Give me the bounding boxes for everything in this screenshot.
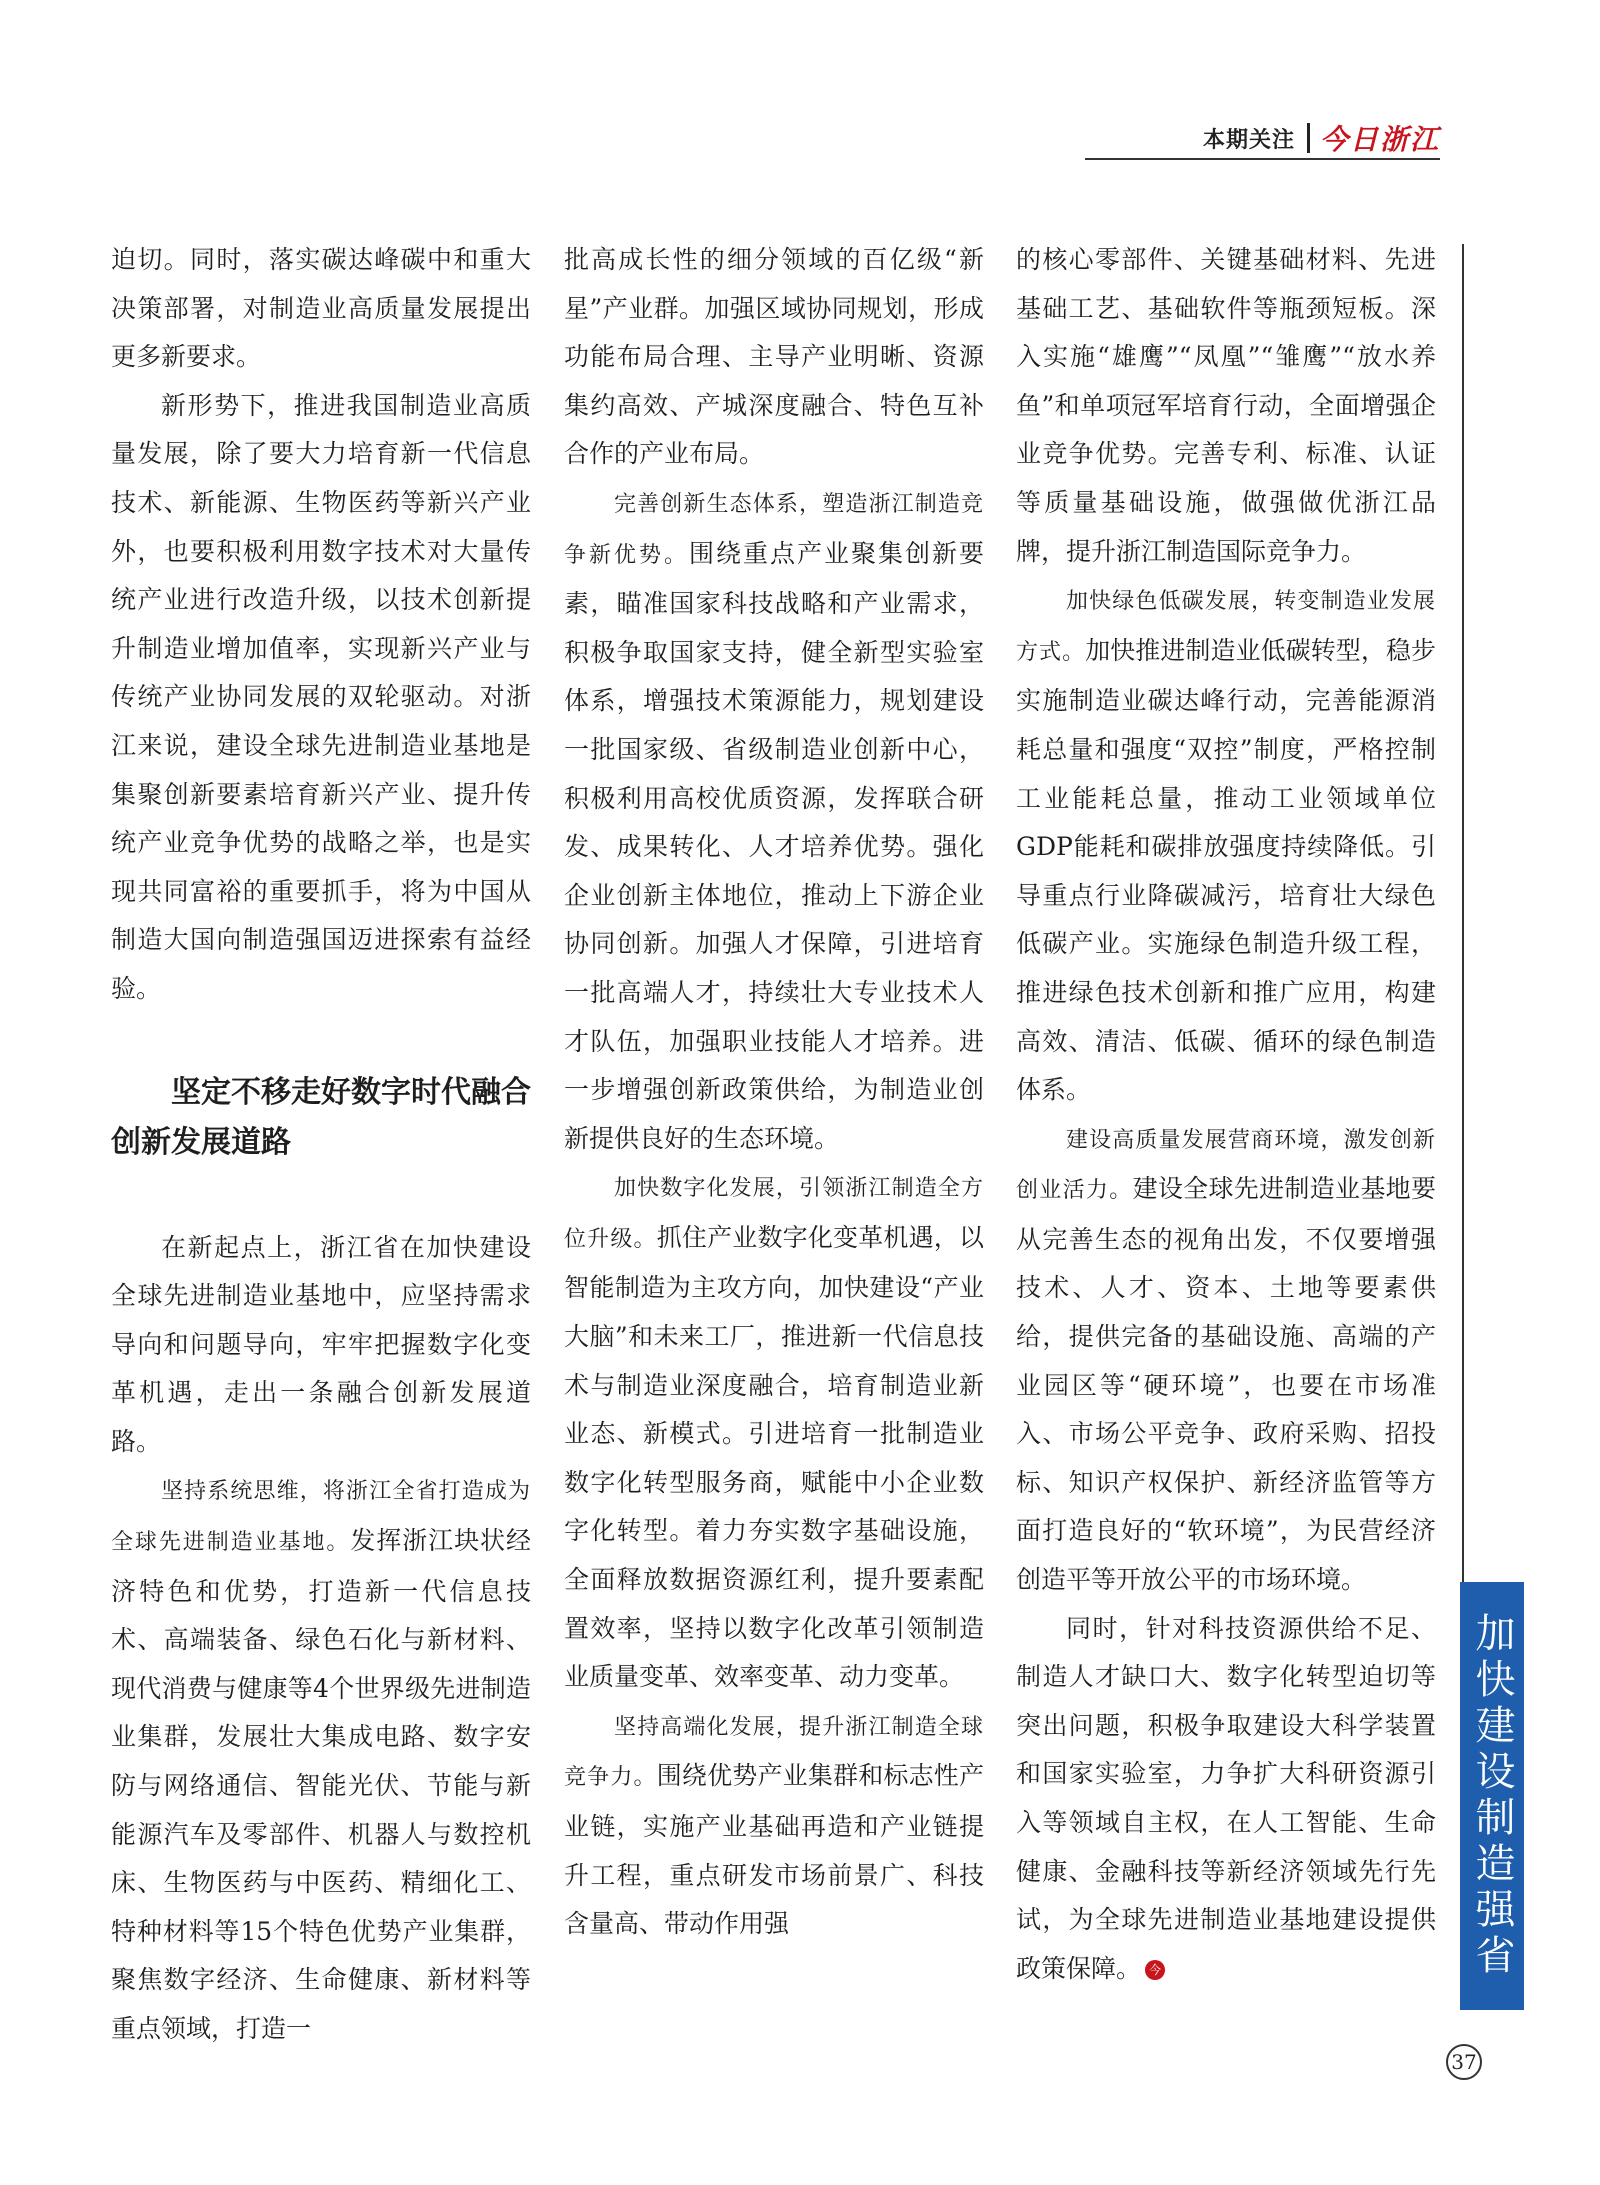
- page-header: [1203, 118, 1440, 158]
- header-rule: [1085, 158, 1440, 160]
- paragraph: [1016, 1605, 1436, 1994]
- header-separator: [1307, 123, 1310, 153]
- paragraph: [564, 1702, 984, 1949]
- paragraph-body: 加快推进制造业低碳转型，稳步实施制造业碳达峰行动，完善能源消耗总量和强度“双控”制度，严格控制工业能耗总量，推动工业领域单位GDP能耗和碳排放强度持续降低。引导重点行业降碳减污，培育壮大绿色低碳产业。实施绿色制造升级工程，推进绿色技术创新和推广应用，构建高效、清洁、低碳、循环的绿色制造体系。: [1016, 635, 1436, 1105]
- paragraph-body: 抓住产业数字化变革机遇，以智能制造为主攻方向，加快建设“产业大脑”和未来工厂，推进新一代信息技术与制造业深度融合，培育制造业新业态、新模式。引进培育一批制造业数字化转型服务商，赋能中小企业数字化转型。着力夯实数字基础设施，全面释放数据资源红利，提升要素配置效率，坚持以数字化改革引领制造业质量变革、效率变革、动力变革。: [564, 1222, 984, 1692]
- paragraph: 批高成长性的细分领域的百亿级“新星”产业群。加强区域协同规划，形成功能布局合理、主导产业明晰、资源集约高效、产城深度融合、特色互补合作的产业布局。: [564, 245, 984, 469]
- section-title: 坚定不移走好数字时代融合创新发展道路: [111, 1074, 531, 1160]
- paragraph: [564, 1163, 984, 1702]
- topic-banner-text: 加快建设制造强省: [1469, 1612, 1515, 1980]
- magazine-logo: 今日浙江: [1319, 123, 1440, 156]
- paragraph-lead: 加快数字化发展，引领浙江制造全方位升级。: [564, 1176, 984, 1252]
- column-1: [111, 236, 531, 2054]
- paragraph-body: 发挥浙江块状经济特色和优势，打造新一代信息技术、高端装备、绿色石化与新材料、现代消费与健康等4个世界级先进制造业集群，发展壮大集成电路、数字安防与网络通信、智能光伏、节能与新能源汽车及零部件、机器人与数控机床、生物医药与中医药、精细化工、特种材料等15个特色优势产业集群，聚焦数字经济、生命健康、新材料等重点领域，打造一: [111, 1526, 531, 2043]
- paragraph-lead: 坚持高端化发展，提升浙江制造全球竞争力。: [564, 1714, 984, 1791]
- column-3: [1016, 236, 1436, 1993]
- paragraph: 迫切。同时，落实碳达峰碳中和重大决策部署，对制造业高质量发展提出更多新要求。: [111, 245, 531, 372]
- paragraph-lead: 坚持系统思维，将浙江全省打造成为全球先进制造业基地。: [111, 1479, 531, 1556]
- topic-banner: [1460, 1582, 1524, 2010]
- paragraph: 的核心零部件、关键基础材料、先进基础工艺、基础软件等瓶颈短板。深入实施“雄鹰”“凤凰”“雏鹰”“放水养鱼”和单项冠军培育行动，全面增强企业竞争优势。完善专利、标准、认证等质量基础设施，做强做优浙江品牌，提升浙江制造国际竞争力。: [1016, 245, 1436, 566]
- column-label: 本期关注: [1202, 127, 1295, 153]
- paragraph-lead: 建设高质量发展营商环境，激发创新创业活力。: [1016, 1127, 1436, 1204]
- paragraph: [564, 479, 984, 1163]
- paragraph-lead: 加快绿色低碳发展，转变制造业发展方式。: [1016, 589, 1436, 665]
- paragraph: [1016, 1115, 1436, 1605]
- paragraph-body: 围绕优势产业集群和标志性产业链，实施产业基础再造和产业链提升工程，重点研发市场前景广、科技含量高、带动作用强: [564, 1761, 984, 1939]
- paragraph-body: 同时，针对科技资源供给不足、制造人才缺口大、数字化转型迫切等突出问题，积极争取建设大科学装置和国家实验室，力争扩大科研资源引入等领域自主权，在人工智能、生命健康、金融科技等新经济领域先行先试，为全球先进制造业基地建设提供政策保障。: [1016, 1613, 1436, 1983]
- end-mark-icon: 今: [1145, 1960, 1165, 1980]
- side-rule: [1462, 244, 1464, 1582]
- paragraph-body: 建设全球先进制造业基地要从完善生态的视角出发，不仅要增强技术、人才、资本、土地等要素供给，提供完备的基础设施、高端的产业园区等“硬环境”，也要在市场准入、市场公平竞争、政府采购、招投标、知识产权保护、新经济监管等方面打造良好的“软环境”，为民营经济创造平等开放公平的市场环境。: [1016, 1174, 1436, 1595]
- paragraph: [1016, 576, 1436, 1115]
- paragraph-lead: 完善创新生态体系，塑造浙江制造竞争新优势。: [564, 491, 984, 568]
- paragraph-body: 围绕重点产业聚集创新要素，瞄准国家科技战略和产业需求，积极争取国家支持，健全新型实验室体系，增强技术策源能力，规划建设一批国家级、省级制造业创新中心，积极利用高校优质资源，发挥联合研发、成果转化、人才培养优势。强化企业创新主体地位，推动上下游企业协同创新。加强人才保障，引进培育一批高端人才，持续壮大专业技术人才队伍，加强职业技能人才培养。进一步增强创新政策供给，为制造业创新提供良好的生态环境。: [564, 538, 984, 1153]
- column-2: [564, 236, 984, 1949]
- paragraph: 新形势下，推进我国制造业高质量发展，除了要大力培育新一代信息技术、新能源、生物医药等新兴产业外，也要积极利用数字技术对大量传统产业进行改造升级，以技术创新提升制造业增加值率，实现新兴产业与传统产业协同发展的双轮驱动。对浙江来说，建设全球先进制造业基地是集聚创新要素培育新兴产业、提升传统产业竞争优势的战略之举，也是实现共同富裕的重要抓手，将为中国从制造大国向制造强国迈进探索有益经验。: [111, 390, 531, 1003]
- page-number: 37: [1446, 2044, 1482, 2080]
- paragraph: 在新起点上，浙江省在加快建设全球先进制造业基地中，应坚持需求导向和问题导向，牢牢把握数字化变革机遇，走出一条融合创新发展道路。: [111, 1232, 531, 1456]
- paragraph: [111, 1466, 531, 2053]
